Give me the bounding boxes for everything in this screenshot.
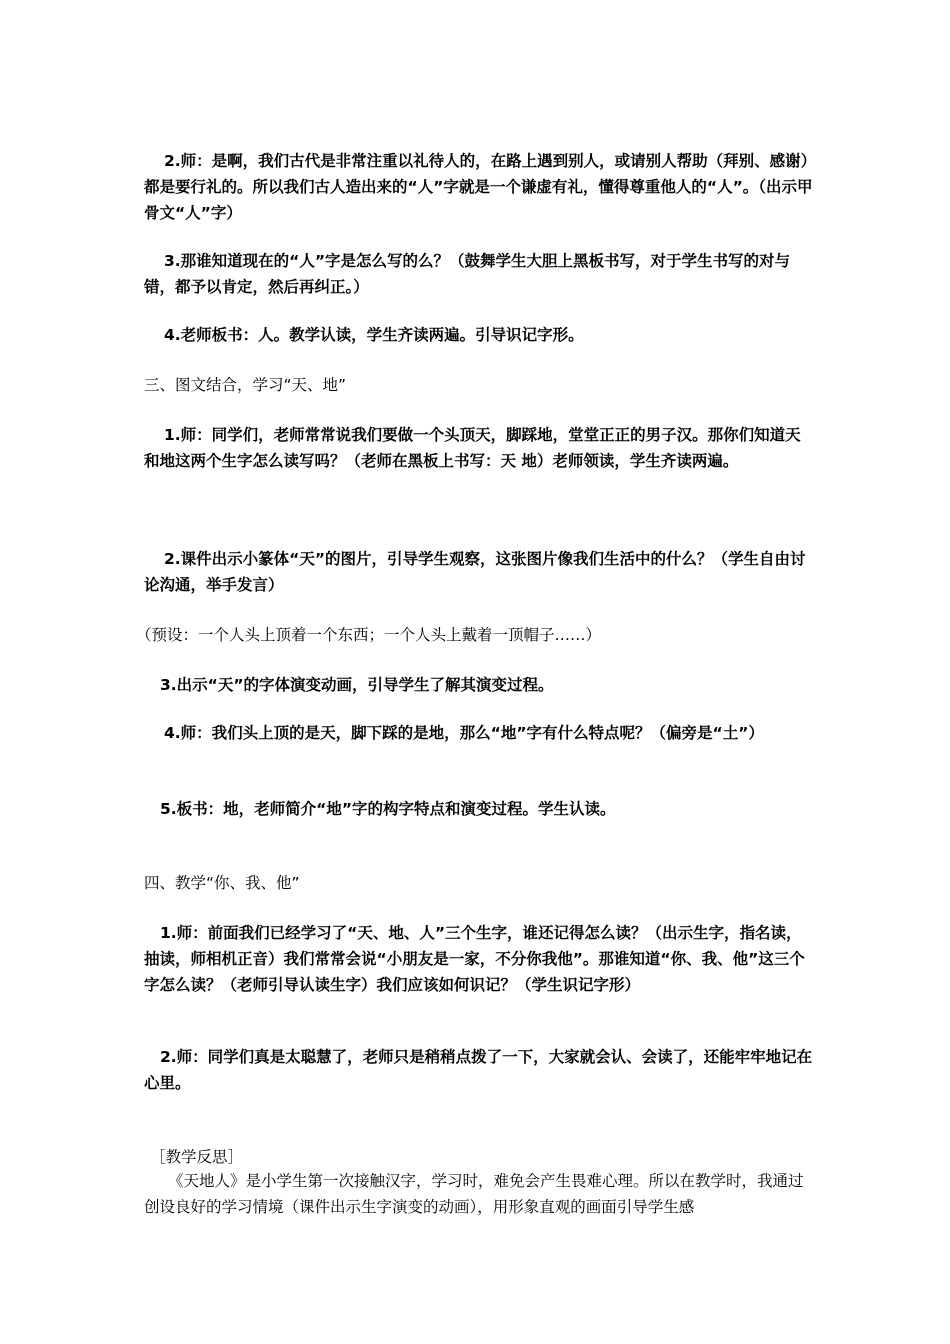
- paragraph-tian-animation: 3.出示“天”的字体演变动画，引导学生了解其演变过程。: [160, 676, 554, 694]
- paragraph-board-ren: 4.老师板书：人。教学认读，学生齐读两遍。引导识记字形。: [164, 326, 584, 344]
- paragraph-who-knows: 3.那谁知道现在的“人”字是怎么写的么？（鼓舞学生大胆上黑板书写，对于学生书写的对与错，都予以肯定，然后再纠正。）: [144, 252, 791, 296]
- paragraph-praise: 2.师：同学们真是太聪慧了，老师只是稍稍点拨了一下，大家就会认、会读了，还能牢牢地记在心里。: [144, 1048, 813, 1092]
- paragraph-di-feature: 4.师：我们头上顶的是天，脚下踩的是地，那么“地”字有什么特点呢？（偏旁是“土”）: [164, 724, 764, 742]
- paragraph-teacher-reply: 2.师：是啊，我们古代是非常注重以礼待人的，在路上遇到别人，或请别人帮助（拜别、感谢）都是要行礼的。所以我们古人造出来的“人”字就是一个谦虚有礼，懂得尊重他人的“人”。（出示甲骨文“人”字）: [144, 152, 813, 222]
- paragraph-reflection: 《天地人》是小学生第一次接触汉字，学习时，难免会产生畏难心理。所以在教学时，我通过创设良好的学习情境（课件出示生字演变的动画），用形象直观的画面引导学生感: [144, 1172, 804, 1216]
- paragraph-ni-wo-ta: 1.师：前面我们已经学习了“天、地、人”三个生字，谁还记得怎么读？（出示生字，指名读，抽读，师相机正音）我们常常会说“小朋友是一家，不分你我他”。那谁知道“你、我、他”这三个字怎么读？（老师引导认读生字）我们应该如何识记？（学生识记字形）: [144, 924, 805, 994]
- section-heading-4: 四、教学“你、我、他”: [144, 874, 300, 892]
- paragraph-preset: （预设：一个人头上顶着一个东西；一个人头上戴着一顶帽子……）: [136, 626, 602, 644]
- paragraph-xiaozhuan-tian: 2.课件出示小篆体“天”的图片，引导学生观察，这张图片像我们生活中的什么？（学生自由讨论沟通，举手发言）: [144, 550, 806, 594]
- paragraph-board-di: 5.板书：地，老师简介“地”字的构字特点和演变过程。学生认读。: [160, 800, 616, 818]
- reflection-heading: ［教学反思］: [150, 1148, 244, 1166]
- paragraph-tian-di-intro: 1.师：同学们，老师常常说我们要做一个头顶天，脚踩地，堂堂正正的男子汉。那你们知道天和地这两个生字怎么读写吗？（老师在黑板上书写：天 地）老师领读，学生齐读两遍。: [144, 426, 801, 470]
- section-heading-3: 三、图文结合，学习“天、地”: [144, 376, 347, 394]
